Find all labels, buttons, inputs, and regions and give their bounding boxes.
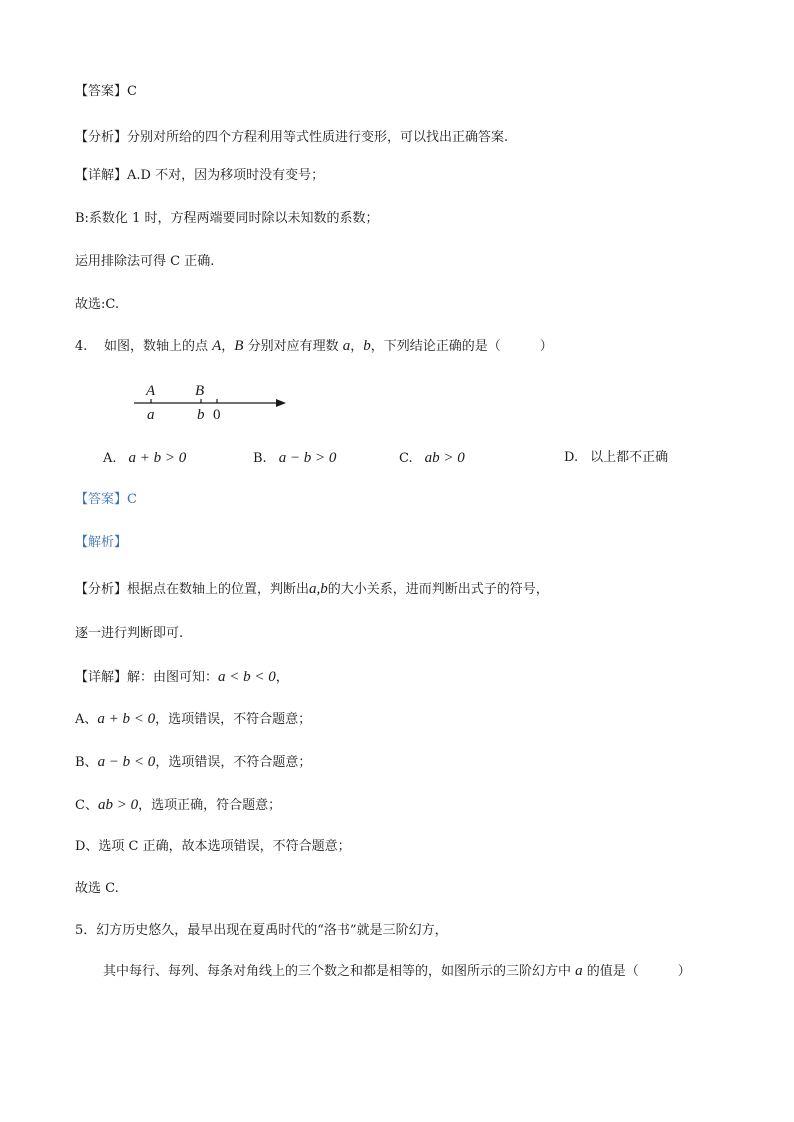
question-5-line-2 bbox=[103, 962, 691, 981]
detail-option-d: D、选项 C 正确，故本选项错误，不符合题意； bbox=[75, 839, 351, 854]
stem-text: ，下列结论正确的是（ ） bbox=[370, 339, 553, 354]
label-A: A bbox=[146, 383, 156, 399]
conclusion-line: 故选 C. bbox=[75, 881, 119, 896]
label-a: a bbox=[147, 407, 155, 423]
option-text: ，选项正确，符合题意； bbox=[138, 798, 282, 813]
option-expr: a + b > 0 bbox=[128, 450, 187, 466]
stem-text: 其中每行、每列、每条对角线上的三个数之和都是相等的，如图所示的三阶幻方中 bbox=[103, 964, 576, 979]
number-line-figure bbox=[128, 378, 298, 428]
text-line: B:系数化 1 时，方程两端要同时除以未知数的系数； bbox=[75, 211, 379, 226]
option-expr: ab > 0 bbox=[97, 797, 139, 813]
analysis-line: 【分析】分别对所给的四个方程利用等式性质进行变形，可以找出正确答案. bbox=[75, 130, 509, 145]
option-b bbox=[253, 448, 336, 469]
option-expr: a − b > 0 bbox=[278, 450, 337, 466]
option-label: A. bbox=[103, 451, 117, 466]
detail-text: 【详解】解：由图可知： bbox=[75, 670, 219, 685]
analysis-text: 的大小关系，进而判断出式子的符号， bbox=[327, 582, 549, 597]
label-b: b bbox=[197, 407, 205, 423]
option-label: D. bbox=[564, 450, 579, 465]
var-b: b bbox=[363, 338, 371, 354]
option-text: ，选项错误，不符合题意； bbox=[155, 712, 312, 727]
label-zero: 0 bbox=[213, 407, 221, 423]
answer-tag: 【答案】C bbox=[75, 492, 137, 507]
label-B: B bbox=[195, 383, 205, 399]
detail-option-c bbox=[75, 796, 281, 815]
separator: ， bbox=[221, 339, 235, 354]
comma: ， bbox=[350, 339, 364, 354]
option-label: B. bbox=[253, 451, 267, 466]
arrow-icon bbox=[276, 399, 286, 407]
option-label: C. bbox=[399, 451, 413, 466]
stem-text: 分别对应有理数 bbox=[243, 339, 343, 354]
analysis-vars: a,b bbox=[309, 581, 328, 597]
analysis-line-2: 逐一进行判断即可. bbox=[75, 626, 184, 641]
jiexi-tag: 【解析】 bbox=[75, 535, 128, 550]
stem-text: 如图，数轴上的点 bbox=[103, 339, 213, 354]
detail-expr: a < b < 0 bbox=[218, 669, 276, 685]
detail-option-b bbox=[75, 753, 311, 772]
option-c bbox=[399, 448, 465, 469]
question-5-line-1: 5．幻方历史悠久，最早出现在夏禹时代的“洛书”就是三阶幻方， bbox=[75, 923, 448, 938]
option-text: 以上都不正确 bbox=[590, 450, 669, 465]
point-b-label: B bbox=[234, 338, 244, 354]
question-number: 4. bbox=[75, 339, 88, 354]
var-a: a bbox=[575, 963, 583, 979]
detail-line bbox=[75, 668, 289, 687]
option-prefix: C、 bbox=[75, 798, 98, 813]
var-a: a bbox=[342, 338, 351, 354]
option-expr: ab > 0 bbox=[424, 450, 465, 466]
answer-line: 【答案】C bbox=[75, 84, 137, 99]
stem-text: 的值是（ ） bbox=[582, 964, 691, 979]
text-line: 运用排除法可得 C 正确. bbox=[75, 254, 215, 269]
option-text: ，选项错误，不符合题意； bbox=[155, 755, 312, 770]
option-d bbox=[564, 448, 668, 468]
question-4-stem bbox=[75, 337, 553, 356]
detail-option-a bbox=[75, 710, 311, 729]
option-a bbox=[103, 448, 186, 469]
point-a-label: A bbox=[212, 338, 222, 354]
option-prefix: B、 bbox=[75, 755, 98, 770]
option-expr: a + b < 0 bbox=[97, 711, 156, 727]
option-expr: a − b < 0 bbox=[97, 754, 156, 770]
conclusion-line: 故选:C. bbox=[75, 297, 119, 312]
option-prefix: A、 bbox=[75, 712, 98, 727]
detail-line: 【详解】A.D 不对，因为移项时没有变号； bbox=[75, 168, 325, 183]
analysis-text: 【分析】根据点在数轴上的位置，判断出 bbox=[75, 582, 310, 597]
detail-text: ， bbox=[275, 670, 289, 685]
analysis-line bbox=[75, 580, 549, 599]
